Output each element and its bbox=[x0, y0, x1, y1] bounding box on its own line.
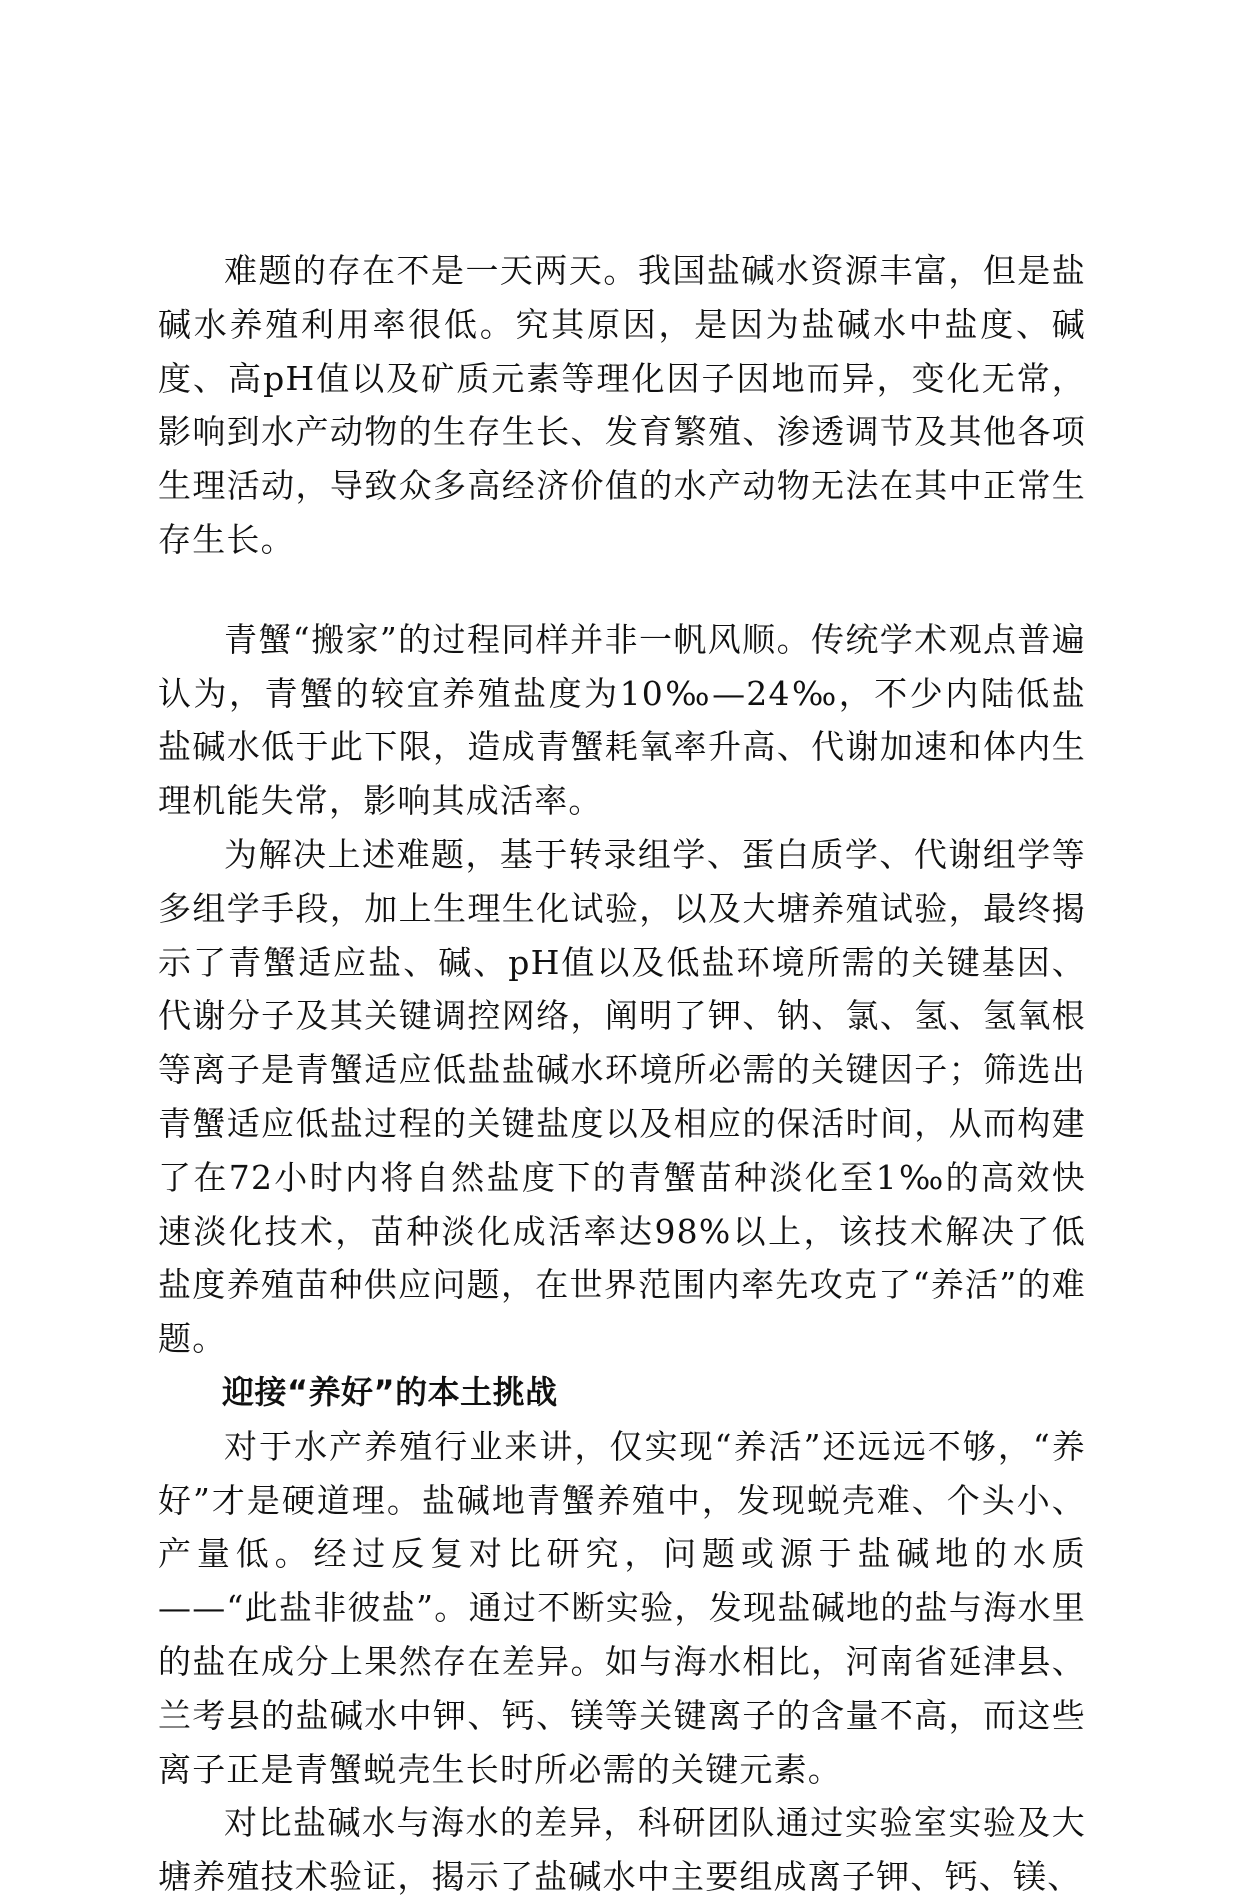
paragraph-research-solution: 为解决上述难题，基于转录组学、蛋白质学、代谢组学等多组学手段，加上生理生化试验，以及大塘养殖试验，最终揭示了青蟹适应盐、碱、pH值以及低盐环境所需的关键基因、代谢分子及其关键调控网络，阐明了钾、钠、氯、氢、氢氧根等离子是青蟹适应低盐盐碱水环境所必需的关键因子；筛选出青蟹适应低盐过程的关键盐度以及相应的保活时间，从而构建了在72小时内将自然盐度下的青蟹苗种淡化至1‰的高效快速淡化技术，苗种淡化成活率达98%以上，该技术解决了低盐度养殖苗种供应问题，在世界范围内率先攻克了“养活”的难题。 bbox=[158, 834, 1086, 1359]
paragraph-crab-relocation: 青蟹“搬家”的过程同样并非一帆风顺。传统学术观点普遍认为，青蟹的较宜养殖盐度为10‰—24‰，不少内陆低盐盐碱水低于此下限，造成青蟹耗氧率升高、代谢加速和体内生理机能失常，影响其成活率。 bbox=[158, 619, 1086, 821]
section-heading: 迎接“养好”的本土挑战 bbox=[222, 1372, 558, 1411]
paragraph-comparison: 对比盐碱水与海水的差异，科研团队通过实验室实验及大塘养殖技术验证，揭示了盐碱水中主要组成离子钾、钙、镁、 bbox=[158, 1803, 1086, 1897]
paragraph-raising-well: 对于水产养殖行业来讲，仅实现“养活”还远远不够，“养好”才是硬道理。盐碱地青蟹养殖中，发现蜕壳难、个头小、产量低。经过反复对比研究，问题或源于盐碱地的水质——“此盐非彼盐”。通过不断实验，发现盐碱地的盐与海水里的盐在成分上果然存在差异。如与海水相比，河南省延津县、兰考县的盐碱水中钾、钙、镁等关键离子的含量不高，而这些离子正是青蟹蜕壳生长时所必需的关键元素。 bbox=[158, 1426, 1086, 1789]
paragraph-difficulties: 难题的存在不是一天两天。我国盐碱水资源丰富，但是盐碱水养殖利用率很低。究其原因，是因为盐碱水中盐度、碱度、高pH值以及矿质元素等理化因子因地而异，变化无常，影响到水产动物的生存生长、发育繁殖、渗透调节及其他各项生理活动，导致众多高经济价值的水产动物无法在其中正常生存生长。 bbox=[158, 251, 1086, 559]
article-body bbox=[158, 244, 1086, 1904]
